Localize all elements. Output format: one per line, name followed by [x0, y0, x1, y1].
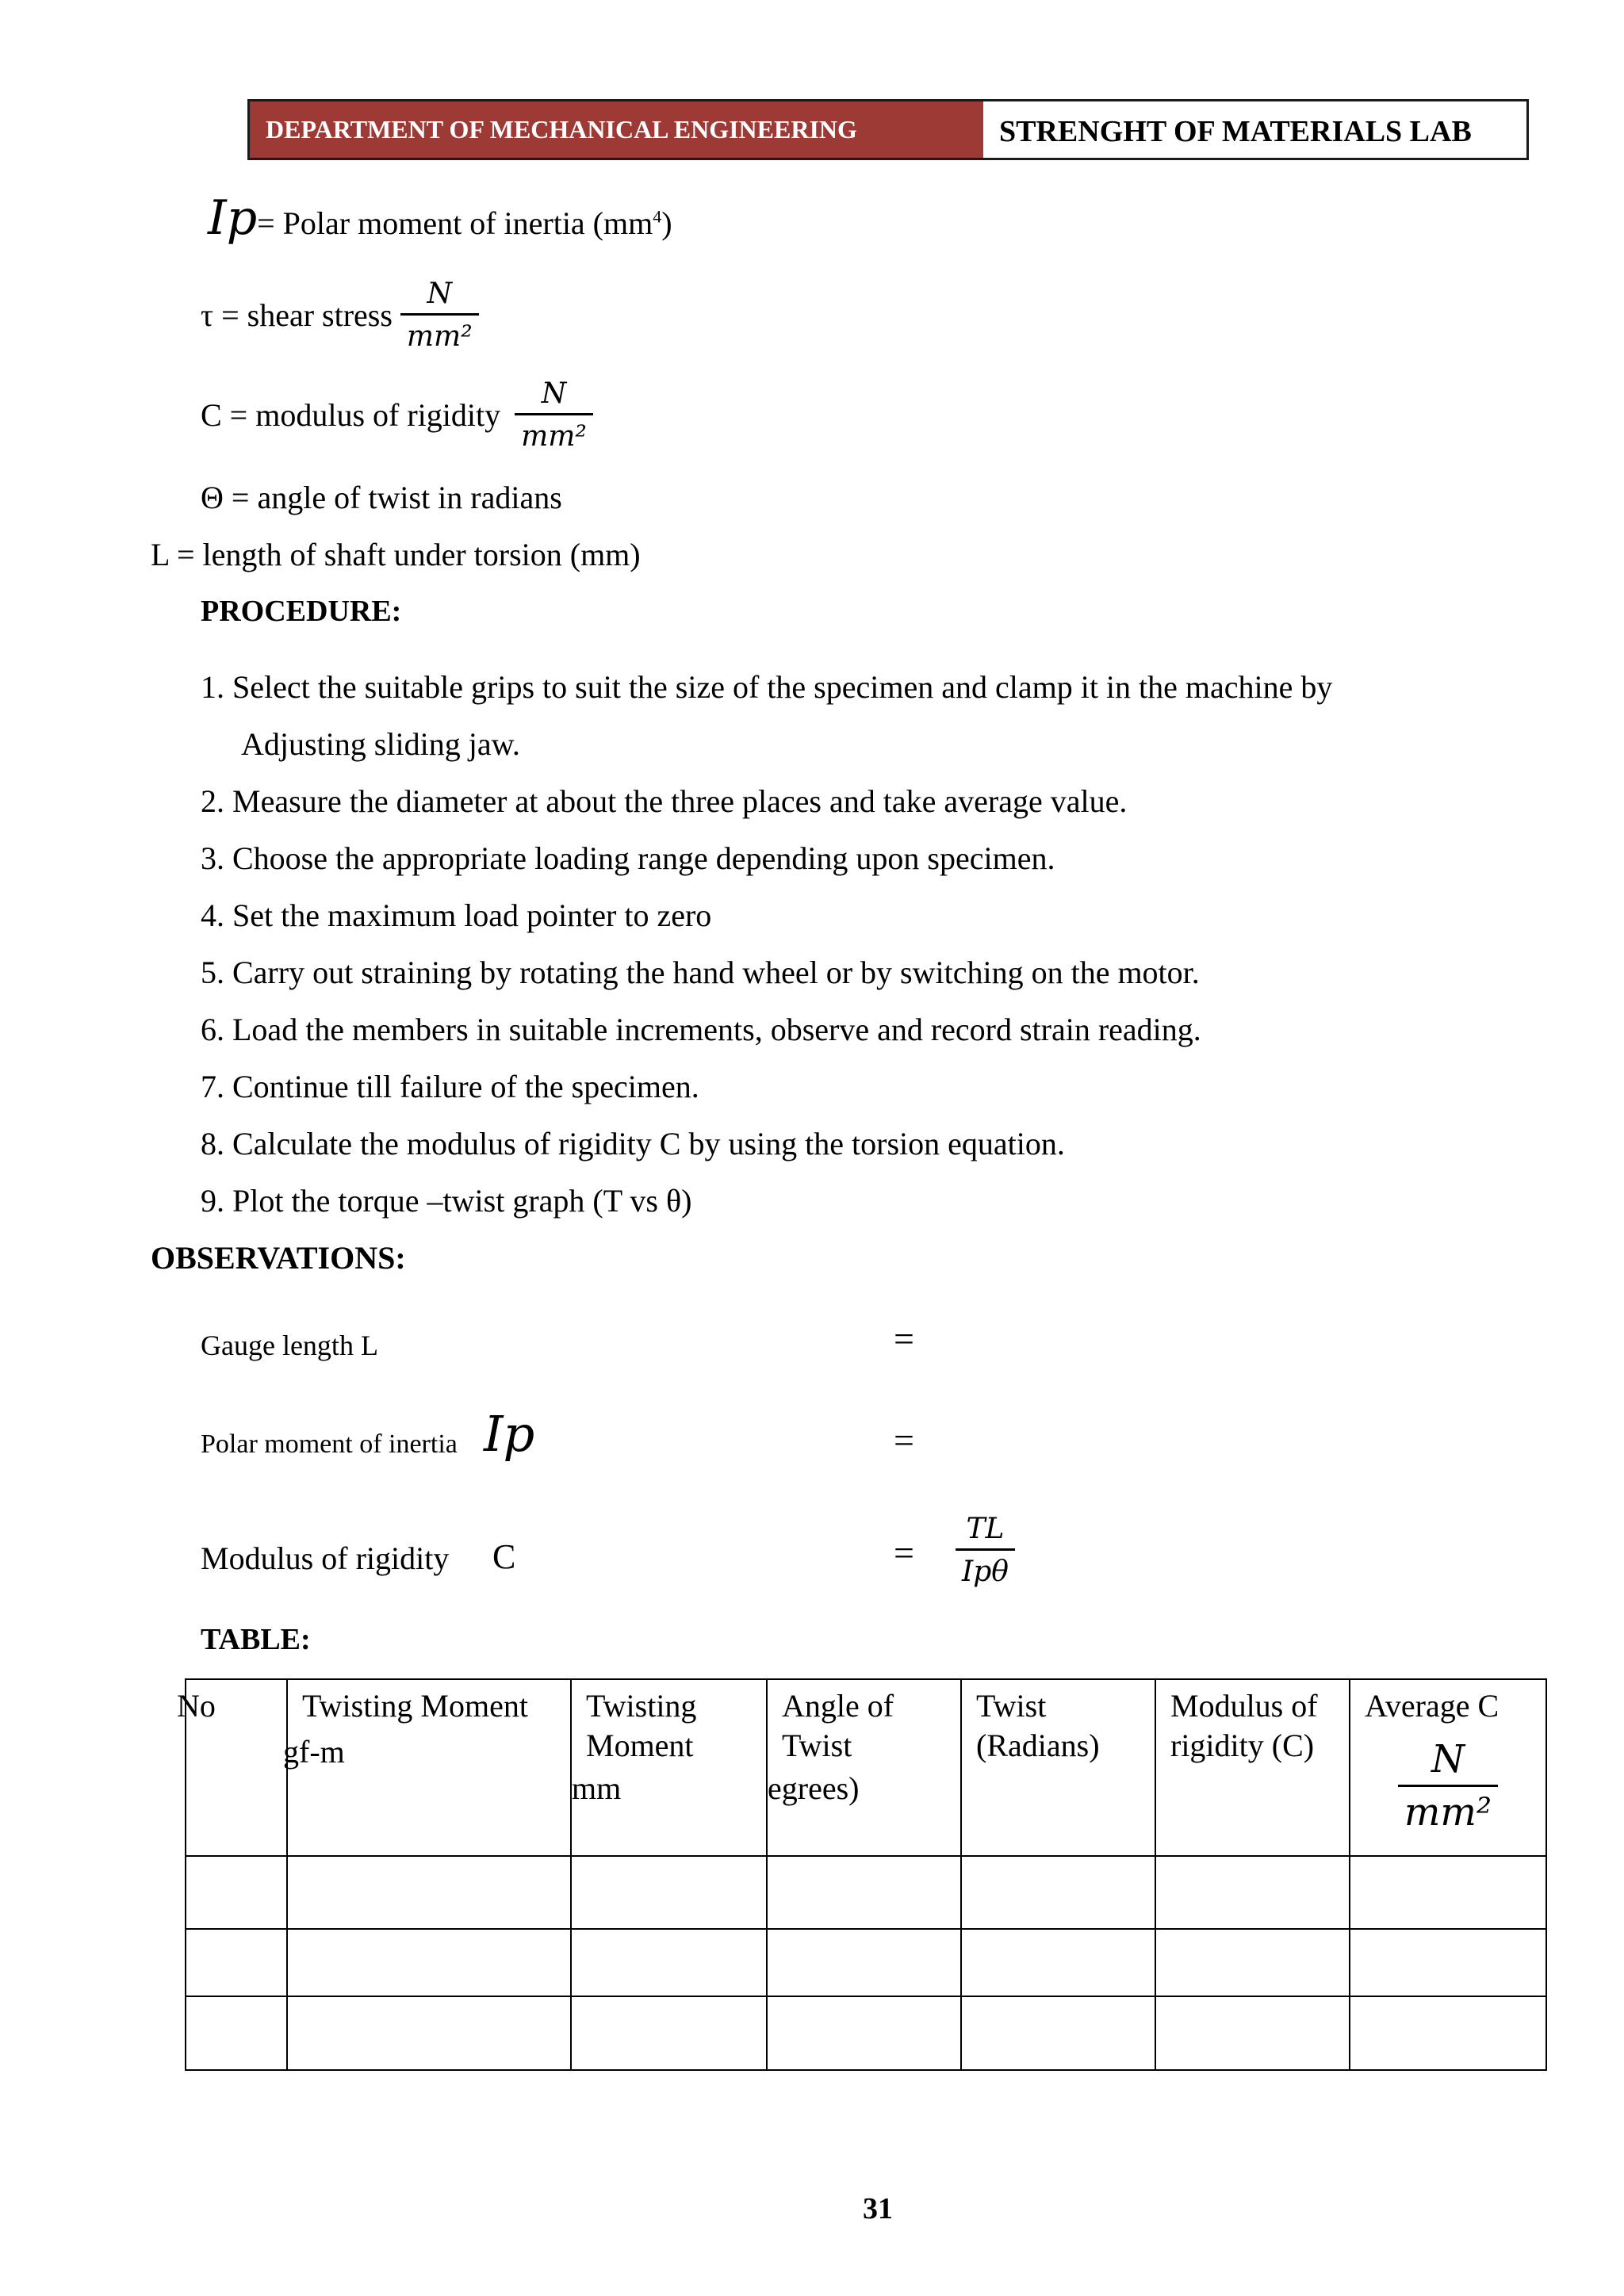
- procedure-heading: PROCEDURE:: [201, 595, 402, 628]
- observations-heading: OBSERVATIONS:: [151, 1240, 406, 1276]
- c-unit-num: N: [541, 377, 567, 410]
- col-header-average-c: Average C $\frac{N}{\text{mm²}}$: [1350, 1679, 1546, 1856]
- c-text: C = modulus of rigidity: [201, 397, 501, 433]
- theta-definition: Θ = angle of twist in radians: [201, 480, 562, 515]
- col-header-modulus-of-rigidity: Modulus of rigidity (C): [1155, 1679, 1350, 1856]
- rigidity-label: Modulus of rigidity: [201, 1540, 450, 1576]
- lab-title: STRENGHT OF MATERIALS LAB: [999, 115, 1472, 148]
- procedure-step: Adjusting sliding jaw.: [241, 726, 520, 762]
- l-definition: L = length of shaft under torsion (mm): [151, 537, 641, 572]
- polar-moment-equals: =: [894, 1420, 914, 1460]
- table-header-row: [186, 1679, 1546, 1856]
- procedure-step: 5. Carry out straining by rotating the hand wheel or by switching on the motor.: [201, 955, 1200, 990]
- tau-unit-num: N: [427, 277, 453, 310]
- polar-moment-symbol: Ip: [484, 1405, 535, 1463]
- procedure-step: 2. Measure the diameter at about the three places and take average value.: [201, 783, 1128, 819]
- page-number: 31: [863, 2192, 893, 2225]
- table-heading: TABLE:: [201, 1623, 311, 1656]
- table-row: [186, 1996, 1546, 2070]
- procedure-step: 8. Calculate the modulus of rigidity C by using the torsion equation.: [201, 1126, 1065, 1161]
- department-title: DEPARTMENT OF MECHANICAL ENGINEERING: [250, 101, 983, 158]
- procedure-step: 1. Select the suitable grips to suit the size of the specimen and clamp it in the machine by: [201, 669, 1333, 705]
- c-unit-den: mm²: [515, 413, 593, 453]
- col-header-angle-of-twist: Angle of Twist egrees): [767, 1679, 961, 1856]
- col-header-twist-radians: Twist (Radians): [961, 1679, 1155, 1856]
- table-row: [186, 1929, 1546, 1996]
- rigidity-symbol: C: [492, 1537, 516, 1576]
- procedure-step: 3. Choose the appropriate loading range depending upon specimen.: [201, 840, 1055, 876]
- col-header-twisting-moment-mm: Twisting Moment mm: [571, 1679, 767, 1856]
- procedure-step: 9. Plot the torque –twist graph (T vs θ): [201, 1183, 692, 1219]
- polar-moment-label: Polar moment of inertia: [201, 1429, 458, 1459]
- table-row: [186, 1856, 1546, 1929]
- c-definition: [201, 377, 593, 453]
- procedure-step: 4. Set the maximum load pointer to zero: [201, 897, 712, 933]
- ip-symbol: Ip: [208, 190, 258, 246]
- rigidity-equals: =: [894, 1533, 914, 1573]
- gauge-length-label: Gauge length L: [201, 1330, 378, 1361]
- avg-c-unit: $\frac{N}{\text{mm²}}$: [1398, 1737, 1498, 1833]
- col-header-no: No: [186, 1679, 287, 1856]
- c-unit: [515, 377, 593, 453]
- tau-unit: [400, 277, 479, 353]
- ip-close: ): [661, 205, 672, 241]
- formula-denominator: Ipθ: [956, 1548, 1015, 1588]
- results-table: [177, 1678, 1547, 2071]
- tau-text: τ = shear stress: [201, 297, 393, 333]
- ip-text: = Polar moment of inertia (mm: [257, 205, 653, 241]
- ip-sup: 4: [653, 206, 662, 227]
- procedure-step: 7. Continue till failure of the specimen.: [201, 1069, 699, 1104]
- page-header: [247, 99, 1529, 160]
- formula-numerator: TL: [966, 1513, 1005, 1545]
- procedure-step: 6. Load the members in suitable increments, observe and record strain reading.: [201, 1012, 1201, 1047]
- ip-definition: [208, 190, 672, 246]
- tau-unit-den: mm²: [400, 313, 479, 353]
- rigidity-formula: [956, 1513, 1015, 1588]
- gauge-length-equals: =: [894, 1318, 914, 1359]
- col-header-twisting-moment-kgf: Twisting Moment gf-m: [287, 1679, 571, 1856]
- tau-definition: [201, 277, 479, 353]
